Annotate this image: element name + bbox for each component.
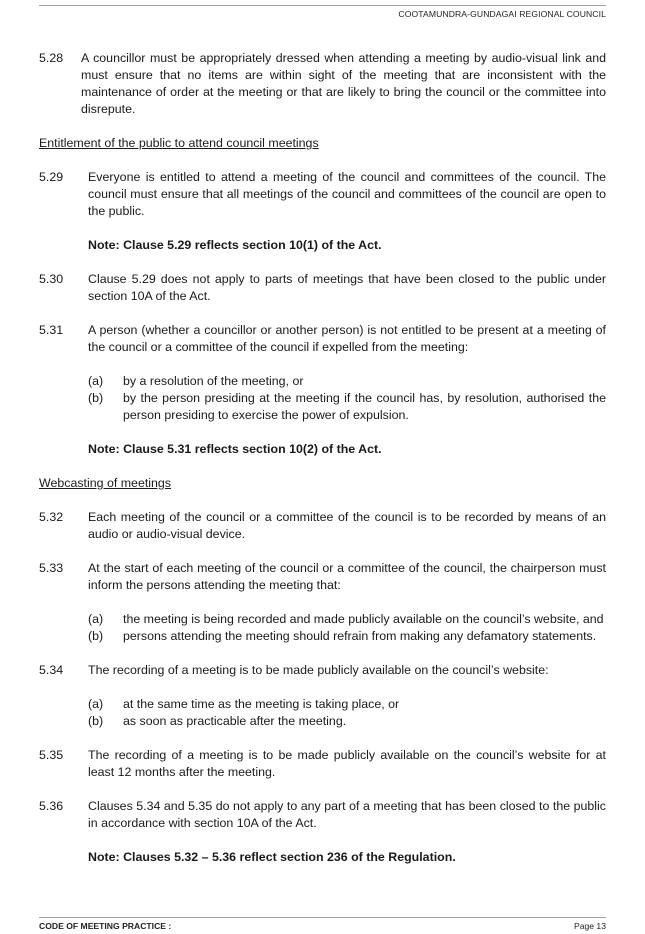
header-rule — [39, 5, 606, 6]
subclause-label: (a) — [88, 697, 104, 711]
clause-5-32 — [39, 509, 606, 543]
subclause-list-5-34 — [88, 696, 606, 730]
subclause-text: at the same time as the meeting is taking place, or — [123, 697, 400, 711]
clause-5-29 — [39, 169, 606, 220]
note-5-36: Note: Clauses 5.32 – 5.36 reflect section 236 of the Regulation. — [88, 850, 456, 864]
clause-5-33 — [39, 560, 606, 594]
footer-document-title: CODE OF MEETING PRACTICE : — [39, 921, 172, 931]
subclause — [88, 713, 606, 730]
footer-rule — [39, 917, 606, 918]
clause-text: A person (whether a councillor or another person) is not entitled to be present at a meeting of the council or a committee of the council if expelled from the meeting: — [88, 323, 606, 354]
clause-number: 5.30 — [39, 272, 64, 286]
clause-text: The recording of a meeting is to be made publicly available on the council’s website for at least 12 months after the meeting. — [88, 748, 606, 779]
subclause-label: (b) — [88, 391, 104, 405]
subclause-list-5-33 — [88, 611, 606, 645]
note-5-31: Note: Clause 5.31 reflects section 10(2) of the Act. — [88, 442, 382, 456]
section-heading-webcasting: Webcasting of meetings — [39, 476, 172, 490]
clause-text: Clause 5.29 does not apply to parts of meetings that have been closed to the public under section 10A of the Act. — [88, 272, 606, 303]
subclause — [88, 628, 606, 645]
subclause — [88, 696, 606, 713]
subclause-text: by a resolution of the meeting, or — [123, 374, 304, 388]
subclause-label: (b) — [88, 714, 104, 728]
subclause-label: (b) — [88, 629, 104, 643]
section-heading-public-attendance: Entitlement of the public to attend council meetings — [39, 136, 319, 150]
document-body — [39, 50, 606, 883]
clause-number: 5.31 — [39, 323, 64, 337]
subclause-label: (a) — [88, 374, 104, 388]
subclause-list-5-31 — [88, 373, 606, 424]
subclause — [88, 373, 606, 390]
clause-number: 5.34 — [39, 663, 64, 677]
clause-number: 5.36 — [39, 799, 64, 813]
header-organisation: COOTAMUNDRA-GUNDAGAI REGIONAL COUNCIL — [398, 9, 606, 19]
clause-number: 5.28 — [39, 51, 64, 65]
clause-5-28 — [39, 50, 606, 118]
clause-text: Clauses 5.34 and 5.35 do not apply to any part of a meeting that has been closed to the public in accordance with section 10A of the Act. — [88, 799, 606, 830]
clause-5-35 — [39, 747, 606, 781]
clause-number: 5.33 — [39, 561, 64, 575]
subclause-label: (a) — [88, 612, 104, 626]
clause-5-31 — [39, 322, 606, 356]
subclause — [88, 611, 606, 628]
clause-5-30 — [39, 271, 606, 305]
subclause-text: the meeting is being recorded and made publicly available on the council’s website, and — [123, 612, 604, 626]
clause-text: Each meeting of the council or a committee of the council is to be recorded by means of an audio or audio-visual device. — [88, 510, 606, 541]
clause-text: The recording of a meeting is to be made publicly available on the council’s website: — [88, 663, 549, 677]
subclause — [88, 390, 606, 424]
subclause-text: by the person presiding at the meeting if the council has, by resolution, authorised the person presiding to exercise the power of expulsion. — [123, 391, 606, 422]
clause-text: A councillor must be appropriately dressed when attending a meeting by audio-visual link and must ensure that no items are within sight of the meeting that are inconsistent with the maintenance of order at the meeting or that are likely to bring the council or the committee into disrepute. — [81, 51, 606, 116]
footer-page-number: Page 13 — [573, 921, 606, 931]
clause-5-34 — [39, 662, 606, 679]
subclause-text: as soon as practicable after the meeting. — [123, 714, 347, 728]
note-5-29: Note: Clause 5.29 reflects section 10(1) of the Act. — [88, 238, 382, 252]
clause-5-36 — [39, 798, 606, 832]
clause-text: At the start of each meeting of the council or a committee of the council, the chairperson must inform the persons attending the meeting that: — [88, 561, 606, 592]
subclause-text: persons attending the meeting should refrain from making any defamatory statements. — [123, 629, 597, 643]
clause-number: 5.29 — [39, 170, 64, 184]
clause-number: 5.35 — [39, 748, 64, 762]
clause-text: Everyone is entitled to attend a meeting of the council and committees of the council. The council must ensure that all meetings of the council and committees of the council are open to the public. — [88, 170, 606, 218]
clause-number: 5.32 — [39, 510, 64, 524]
